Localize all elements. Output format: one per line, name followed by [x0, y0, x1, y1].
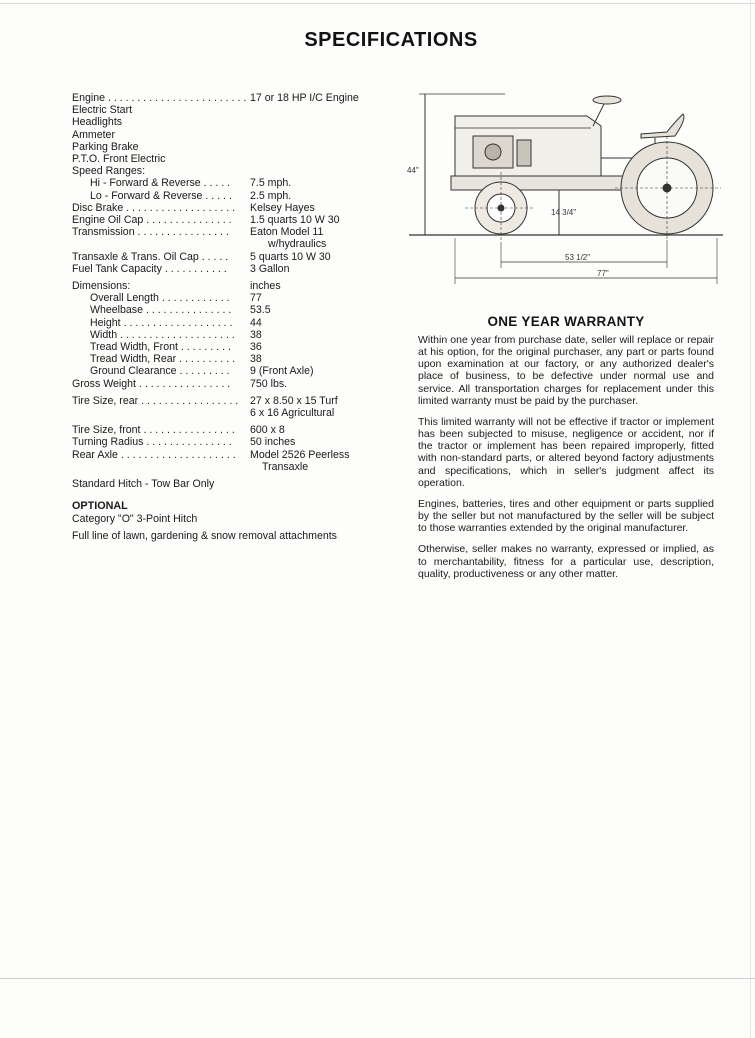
spec-leader: . . . . . . . . . . . . . . .	[143, 436, 232, 449]
spec-label: Fuel Tank Capacity	[72, 262, 162, 275]
spec-speed-lo	[72, 190, 382, 202]
warranty-title: ONE YEAR WARRANTY	[487, 314, 645, 329]
spec-tire-rear	[72, 395, 382, 407]
spec-tire-rear-alt: 6 x 16 Agricultural	[250, 407, 335, 420]
spec-label: Overall Length	[90, 292, 159, 305]
spec-tread-rear	[72, 353, 382, 365]
spec-label: Engine	[72, 92, 105, 104]
spec-height	[72, 317, 382, 329]
clearance-label: 14 3/4"	[551, 208, 577, 217]
spec-value: 36	[250, 341, 262, 354]
spec-rear-axle-cont: Transaxle	[262, 460, 309, 473]
spec-ground-clearance	[72, 365, 382, 377]
spec-speed-ranges: Speed Ranges:	[72, 165, 146, 178]
spec-leader: . . . . . . . . . . . . . . . .	[135, 377, 231, 390]
spec-value: 750 lbs.	[250, 377, 288, 390]
spec-dimensions	[72, 280, 382, 292]
spec-value: 77	[250, 292, 262, 305]
optional-heading: OPTIONAL	[72, 500, 128, 513]
spec-engine-oil	[72, 214, 382, 226]
spec-gross-weight	[72, 378, 382, 390]
spec-leader: . . . . . . . . . . . . . . . .	[140, 424, 235, 437]
tractor-dimension-diagram	[405, 88, 725, 288]
spec-turning-radius	[72, 436, 382, 448]
spec-ammeter: Ammeter	[72, 128, 115, 141]
page-right-edge	[750, 0, 751, 1038]
spec-value: Kelsey Hayes	[250, 201, 315, 214]
spec-leader: . . . . . . . . . . . . . . . . .	[138, 394, 239, 407]
spec-label: Transmission	[72, 226, 135, 239]
spec-leader: . . . . . . . . . . . . . . . . . . . . . . . .	[105, 92, 247, 104]
optional-item: Category "O" 3-Point Hitch	[72, 512, 198, 525]
steering-column	[593, 102, 605, 126]
spec-standard-hitch: Standard Hitch - Tow Bar Only	[72, 478, 215, 491]
length-label: 77"	[597, 269, 609, 278]
warranty-paragraph: This limited warranty will not be effective if tractor or implement has been subjected to misuse, negligence or accident, nor if the tractor or implement has been repaired improperly, fitted with non-standard parts, or altered beyond factory adjustments and specifications, which in seller's judgment affect its operation.	[418, 415, 714, 489]
spec-label: Tread Width, Rear	[90, 353, 177, 366]
page-title: SPECIFICATIONS	[304, 29, 478, 51]
spec-value: 9 (Front Axle)	[250, 365, 314, 378]
spec-leader: . . . . .	[200, 177, 231, 190]
spec-leader: . . . . . . . . . . . . . . .	[143, 214, 232, 227]
height-label: 44"	[407, 166, 419, 175]
spec-pto: P.T.O. Front Electric	[72, 153, 166, 166]
warranty-text	[418, 334, 714, 589]
spec-value: 44	[250, 316, 262, 329]
spec-value: 7.5 mph.	[250, 177, 292, 190]
spec-value: Eaton Model 11	[250, 226, 324, 239]
steering-wheel-icon	[593, 96, 621, 104]
spec-label: Ground Clearance	[90, 365, 177, 378]
spec-wheelbase	[72, 304, 382, 316]
spec-transmission	[72, 226, 382, 238]
spec-tire-front	[72, 424, 382, 436]
spec-label: Dimensions:	[72, 280, 131, 293]
spec-label: Turning Radius	[72, 436, 144, 449]
spec-label: Height	[90, 316, 121, 329]
page-top-edge	[0, 3, 755, 4]
spec-value: 600 x 8	[250, 424, 285, 437]
spec-engine	[72, 92, 382, 104]
spec-value: 27 x 8.50 x 15 Turf	[250, 394, 338, 407]
spec-leader: . . . . . . . . .	[177, 341, 231, 354]
spec-width	[72, 329, 382, 341]
spec-value: 17 or 18 HP I/C Engine	[250, 92, 359, 104]
spec-leader: . . . . .	[198, 250, 229, 263]
warranty-paragraph: Otherwise, seller makes no warranty, expressed or implied, as to merchantability, fitness for a particular use, description, quality, productiveness or any other matter.	[418, 543, 714, 580]
spec-label: Tire Size, front	[72, 424, 141, 437]
spec-speed-hi	[72, 177, 382, 189]
attachments-note: Full line of lawn, gardening & snow removal attachments	[72, 529, 337, 542]
spec-value: Model 2526 Peerless	[250, 448, 350, 461]
spec-label: Hi - Forward & Reverse	[90, 177, 201, 190]
spec-overall-length	[72, 292, 382, 304]
spec-value: 53.5	[250, 304, 271, 317]
spec-value: 1.5 quarts 10 W 30	[250, 214, 340, 227]
warranty-paragraph: Within one year from purchase date, seller will replace or repair at his option, for the original purchaser, any part or parts found upon examination at our factory, or any authorized dealer's place of business, to be defective under normal use and service. All transportation charges for replacement under this limited warranty must be paid by the purchaser.	[418, 334, 714, 407]
spec-label: Engine Oil Cap	[72, 214, 144, 227]
spec-transaxle-oil	[72, 251, 382, 263]
spec-label: Rear Axle	[72, 448, 118, 461]
spec-headlights: Headlights	[72, 116, 123, 129]
spec-leader: . . . . . . . . . . . . . . . . . . .	[123, 201, 236, 214]
spec-leader: . . . . .	[202, 189, 232, 202]
spec-value: 3 Gallon	[250, 262, 290, 275]
spec-leader: . . . . . . . . . .	[176, 353, 236, 366]
spec-electric-start: Electric Start	[72, 104, 133, 117]
spec-leader: . . . . . . . . . . . .	[158, 292, 230, 305]
spec-value: 38	[250, 328, 262, 341]
spec-label: Lo - Forward & Reverse	[90, 189, 203, 202]
spec-transmission-cont: w/hydraulics	[268, 238, 327, 251]
spec-label: Gross Weight	[72, 377, 136, 390]
page-bottom-edge	[0, 978, 755, 979]
spec-tread-front	[72, 341, 382, 353]
spec-leader: . . . . . . . . . . . . . . . . . . .	[120, 316, 233, 329]
spec-label: Tire Size, rear	[72, 394, 139, 407]
spec-disc-brake	[72, 202, 382, 214]
spec-fuel-tank	[72, 263, 382, 275]
spec-label: Width	[90, 328, 118, 341]
spec-value: 38	[250, 353, 262, 366]
spec-leader: . . . . . . . . . . . . . . .	[143, 304, 232, 317]
spec-leader: . . . . . . . . . . . . . . . . . . . .	[117, 328, 235, 341]
warranty-paragraph: Engines, batteries, tires and other equipment or parts supplied by the seller but not manufactured by the seller will be subject to those warranties extended by the original manufacturer.	[418, 497, 714, 535]
spec-leader: . . . . . . . . . . . . . . . . . . . .	[117, 448, 236, 461]
spec-value: 50 inches	[250, 436, 296, 449]
spec-rear-axle	[72, 449, 382, 461]
spec-value: inches	[250, 280, 281, 293]
spec-label: Transaxle & Trans. Oil Cap	[72, 250, 199, 263]
spec-leader: . . . . . . . . . . .	[161, 262, 227, 275]
spec-leader: . . . . . . . . . . . . . . . .	[134, 226, 229, 239]
wheelbase-label: 53 1/2"	[565, 253, 591, 262]
spec-value: 5 quarts 10 W 30	[250, 250, 331, 263]
tractor-seat	[641, 114, 684, 138]
specifications-list	[72, 92, 382, 542]
spec-label: Tread Width, Front	[90, 341, 178, 354]
spec-label: Wheelbase	[90, 304, 143, 317]
spec-parking-brake: Parking Brake	[72, 140, 139, 153]
spec-leader: . . . . . . . . .	[176, 365, 230, 378]
spec-label: Disc Brake	[72, 201, 124, 214]
spec-value: 2.5 mph.	[250, 189, 292, 202]
